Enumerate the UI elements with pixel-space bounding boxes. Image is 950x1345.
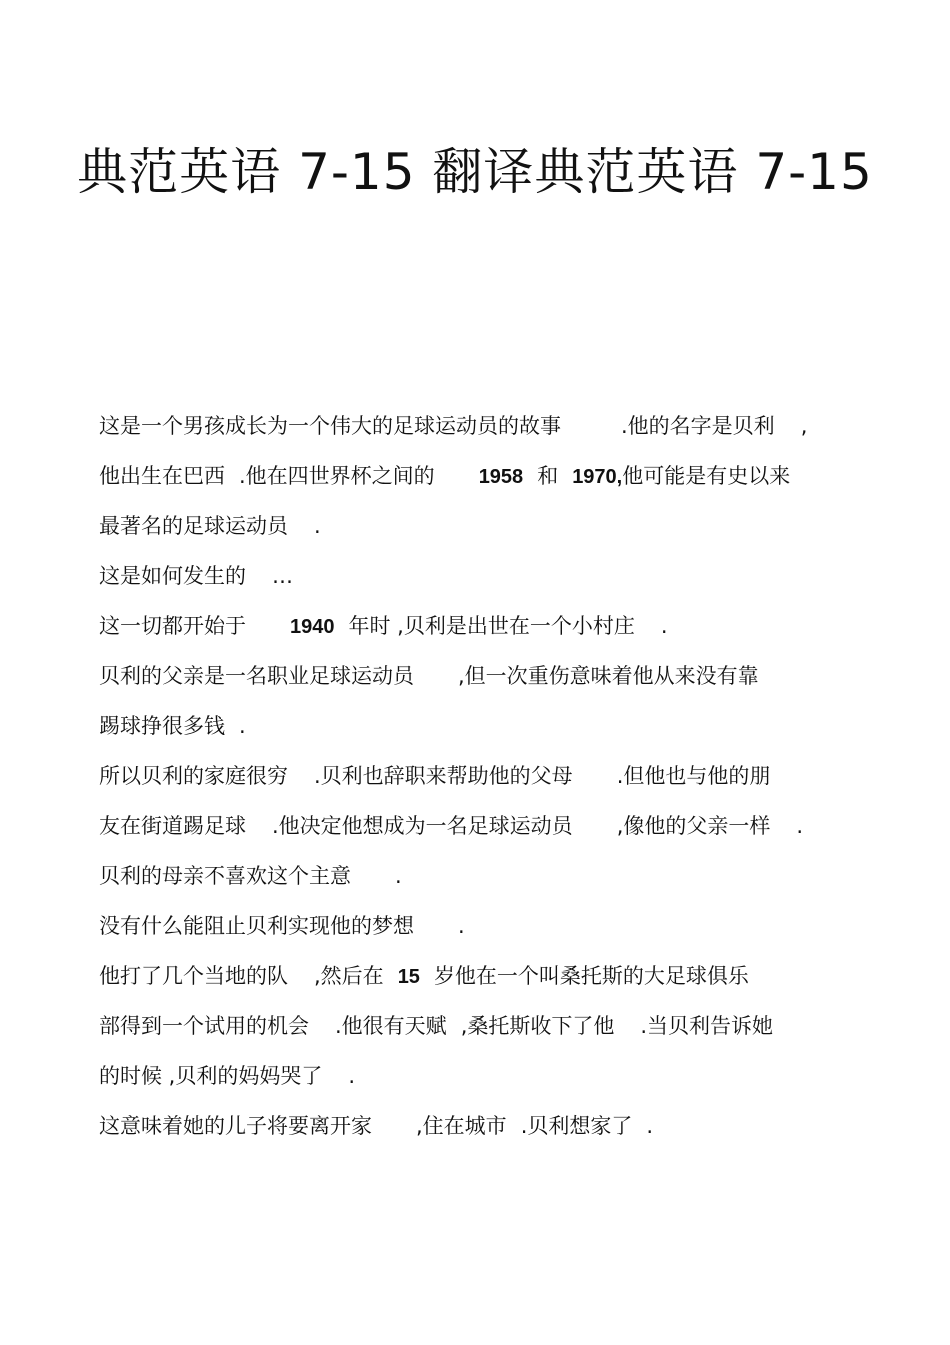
text-segment: 他出生在巴西 xyxy=(99,464,225,488)
text-line xyxy=(99,1006,889,1056)
text-segment: 贝利的父亲是一名职业足球运动员 xyxy=(99,664,414,688)
document-title: 典范英语 7-15 翻译典范英语 7-15 xyxy=(77,143,873,201)
text-line xyxy=(99,1106,889,1156)
text-segment: ,住在城市 xyxy=(416,1114,507,1138)
text-line xyxy=(99,556,889,606)
year-1970: 1970, xyxy=(572,466,623,488)
text-segment: .他决定他想成为一名足球运动员 xyxy=(272,814,573,838)
text-segment: ,但一次重伤意味着他从来没有靠 xyxy=(458,664,759,688)
text-segment: 这意味着她的儿子将要离开家 xyxy=(99,1114,372,1138)
text-segment: .他在四世界杯之间的 xyxy=(239,464,435,488)
text-line xyxy=(99,606,889,656)
text-segment: . xyxy=(660,614,668,638)
age-15: 15 xyxy=(397,966,420,988)
text-segment: 这是如何发生的 xyxy=(99,564,246,588)
text-line xyxy=(99,706,889,756)
text-segment: . xyxy=(458,914,465,938)
text-segment: 所以贝利的家庭很穷 xyxy=(99,764,288,788)
text-segment: .他很有天赋 xyxy=(335,1014,447,1038)
text-segment: 部得到一个试用的机会 xyxy=(99,1014,309,1038)
text-segment: 这是一个男孩成长为一个伟大的足球运动员的故事 xyxy=(99,414,561,438)
text-line xyxy=(99,756,889,806)
document-body xyxy=(99,406,889,1156)
text-segment: 友在街道踢足球 xyxy=(99,814,246,838)
text-segment: .当贝利告诉她 xyxy=(640,1014,774,1038)
text-line xyxy=(99,906,889,956)
text-segment: .贝利也辞职来帮助他的父母 xyxy=(314,764,573,788)
text-segment: . xyxy=(348,1064,356,1088)
text-line xyxy=(99,506,889,556)
text-segment: . xyxy=(314,514,321,538)
text-segment: ,桑托斯收下了他 xyxy=(460,1014,615,1038)
text-segment: . xyxy=(646,1114,654,1138)
year-1958: 1958 xyxy=(478,466,524,488)
text-segment: ,然后在 xyxy=(314,964,384,988)
text-segment: , xyxy=(800,414,808,438)
text-segment: .他的名字是贝利 xyxy=(621,414,775,438)
text-segment: . xyxy=(395,864,402,888)
text-segment: 他打了几个当地的队 xyxy=(99,964,288,988)
text-segment: 贝利的母亲不喜欢这个主意 xyxy=(99,864,351,888)
text-line xyxy=(99,656,889,706)
text-line xyxy=(99,1056,889,1106)
text-segment: … xyxy=(272,564,293,588)
text-segment: .贝利想家了 xyxy=(520,1114,633,1138)
text-line xyxy=(99,956,889,1006)
year-1940: 1940 xyxy=(290,616,335,638)
text-segment: 岁他在一个叫桑托斯的大足球俱乐 xyxy=(433,964,749,988)
text-segment: . xyxy=(239,714,246,738)
text-segment: 年时 ,贝利是出世在一个小村庄 xyxy=(348,614,635,638)
text-line xyxy=(99,406,889,456)
text-segment: 这一切都开始于 xyxy=(99,614,246,638)
text-line xyxy=(99,806,889,856)
text-segment: ,像他的父亲一样 xyxy=(616,814,771,838)
text-line xyxy=(99,456,889,506)
text-segment: 的时候 ,贝利的妈妈哭了 xyxy=(99,1064,323,1088)
text-segment: 最著名的足球运动员 xyxy=(99,514,288,538)
text-segment: 踢球挣很多钱 xyxy=(99,714,225,738)
text-segment: 没有什么能阻止贝利实现他的梦想 xyxy=(99,914,414,938)
text-segment: .但他也与他的朋 xyxy=(616,764,771,788)
text-segment: 和 xyxy=(537,464,559,488)
text-segment: . xyxy=(796,814,804,838)
text-segment: 他可能是有史以来 xyxy=(622,464,791,488)
text-line xyxy=(99,856,889,906)
